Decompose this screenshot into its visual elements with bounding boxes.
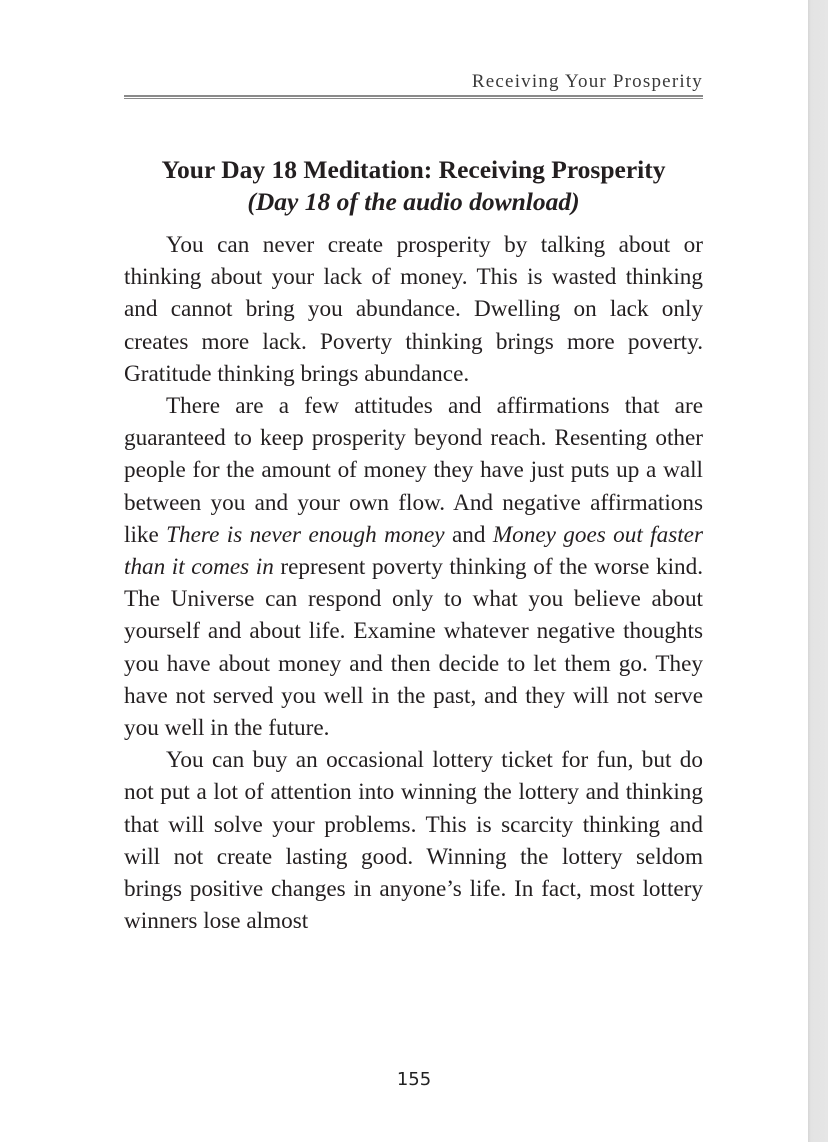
running-head: Receiving Your Prosperity: [471, 71, 703, 92]
header-double-rule: [124, 95, 703, 99]
section-title: Your Day 18 Meditation: Receiving Prosperity: [161, 155, 666, 184]
paragraph-2: [124, 390, 703, 744]
paragraph-3: You can buy an occasional lottery ticket for fun, but do not put a lot of attention into winning the lottery and thinking that will solve your problems. This is scarcity thinking and will not create lasting good. Winning the lottery seldom brings positive changes in anyone’s life. In fact, most lottery winners lose almost: [124, 747, 703, 935]
paragraph-2-text-c: represent poverty thinking of the worse kind. The Universe can respond only to what you believe about yourself and about life. Examine whatever negative thoughts you have about money and then decide to let them go. They have not served you well in the past, and they will not serve you well in the future.: [124, 554, 704, 742]
italic-affirmation-2: Money goes out faster than it comes in: [124, 521, 703, 581]
viewer-edge-strip: [808, 0, 828, 1142]
section-subtitle: (Day 18 of the audio download): [247, 187, 580, 216]
paragraph-1: You can never create prosperity by talking about or thinking about your lack of money. This is wasted thinking and cannot bring you abundance. Dwelling on lack only creates more lack. Poverty thinking brings more poverty. Gratitude thinking brings abundance.: [124, 232, 703, 387]
body-text: [124, 229, 703, 937]
paragraph-2-text-b: and: [444, 521, 493, 548]
italic-affirmation-1: There is never enough money: [166, 521, 445, 548]
page-number: 155: [396, 1069, 432, 1090]
paragraph-2-text-a: There are a few attitudes and affirmations that are guaranteed to keep prosperity beyond reach. Resenting other people for the amount of money they have just puts up a wall between you and your own flow. And negative affirmations like: [124, 393, 703, 548]
section-heading: [124, 154, 703, 218]
